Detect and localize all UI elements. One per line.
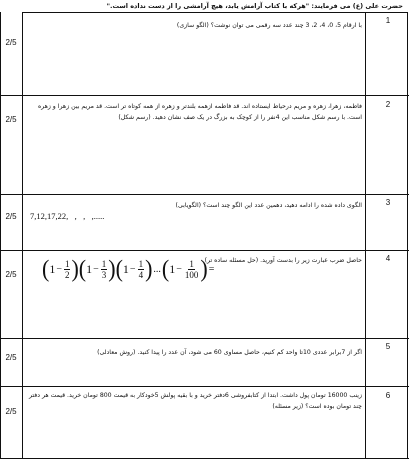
question-text: با ارقام 5، 0، 4، 2، 3 چند عدد سه رقمی می توان نوشت؟ (الگو سازی) xyxy=(176,22,362,29)
fraction-numerator: 1 xyxy=(189,258,194,269)
open-paren: ( xyxy=(42,254,50,283)
close-paren: ) xyxy=(71,254,79,283)
question-number: 3 xyxy=(385,198,391,207)
fraction-denominator: 3 xyxy=(101,269,107,280)
question-table xyxy=(0,12,409,459)
minus-sign: − xyxy=(56,263,62,275)
question-score: 2/5 xyxy=(5,270,17,279)
question-text: فاطمه، زهرا، زهره و مریم درحیاط ایستاده اند. قد فاطمه ازهمه بلندتر و زهره از همه کوتاه تر است. قد مریم بین زهرا و زهره است. با رسم شکل مناسب این 4نفر را از کوچک به بزرگ در یک صف نشان دهید. (رسم شکل) xyxy=(37,103,362,121)
term-one: 1 xyxy=(122,261,129,276)
question-text: الگوی داده شده را ادامه دهید، دهمین عدد این الگو چند است؟ (الگویابی) xyxy=(175,202,362,209)
question-score: 2/5 xyxy=(5,407,17,416)
fraction-numerator: 1 xyxy=(138,258,144,269)
fraction xyxy=(184,259,200,280)
close-paren: ) xyxy=(200,254,208,283)
minus-sign: − xyxy=(93,263,99,275)
row-divider xyxy=(0,386,409,387)
open-paren: ( xyxy=(78,254,87,283)
row-divider xyxy=(0,194,409,195)
question-score: 2/5 xyxy=(5,38,17,47)
number-sequence: 7,12,17,22, , , ,..... xyxy=(30,211,105,221)
row-divider xyxy=(0,95,409,96)
question-text: حاصل ضرب عبارت زیر را بدست آورید. (حل مسئله ساده تر) xyxy=(204,257,362,264)
row-divider xyxy=(0,250,409,251)
question-score: 2/5 xyxy=(5,353,17,362)
number-column-divider xyxy=(365,12,366,459)
term-one: 1 xyxy=(49,261,56,276)
minus-sign: − xyxy=(176,263,182,275)
ellipsis: ... xyxy=(153,263,161,275)
question-score: 2/5 xyxy=(5,115,17,124)
page-header: حضرت علی (ع) می فرمایند: "هرکه با کتاب آرامش یابد، هیچ آرامشی را از دست نداده است." xyxy=(22,0,407,13)
fraction-numerator: 1 xyxy=(101,258,107,269)
minus-sign: − xyxy=(129,263,136,275)
fraction xyxy=(101,259,108,280)
question-text: اگر از 7برابر عددی 10تا واحد کم کنیم، حاصل مساوی 60 می شود، آن عدد را پیدا کنید. (روش معادلی) xyxy=(97,349,362,356)
open-paren: ( xyxy=(115,254,123,283)
fraction-denominator: 2 xyxy=(64,269,70,280)
fraction xyxy=(138,259,145,280)
row-divider xyxy=(0,338,409,339)
fraction-numerator: 1 xyxy=(64,258,70,269)
close-paren: ) xyxy=(145,254,153,283)
term-one: 1 xyxy=(86,261,93,276)
question-number: 2 xyxy=(385,100,391,109)
product-expression xyxy=(42,254,215,283)
fraction xyxy=(64,259,71,280)
score-column-divider xyxy=(22,12,23,459)
question-number: 5 xyxy=(385,342,391,351)
question-number: 1 xyxy=(385,16,391,25)
term-one: 1 xyxy=(169,261,176,276)
question-text: زینب 16000 تومان پول داشت. ابتدا از کتابفروشی 6دفتر خرید و با بقیه پولش 5خودکار به قیمت 800 تومان خرید. قیمت هر دفتر چند تومان بوده است؟ (زیر مسئله) xyxy=(28,392,362,410)
question-number: 6 xyxy=(385,391,391,400)
fraction-denominator: 100 xyxy=(184,269,199,280)
question-number: 4 xyxy=(385,254,391,263)
table-border-left xyxy=(0,12,1,459)
equals-sign: = xyxy=(208,263,215,275)
question-score: 2/5 xyxy=(5,212,17,221)
open-paren: ( xyxy=(161,254,170,283)
close-paren: ) xyxy=(108,254,116,283)
fraction-denominator: 4 xyxy=(138,269,144,280)
